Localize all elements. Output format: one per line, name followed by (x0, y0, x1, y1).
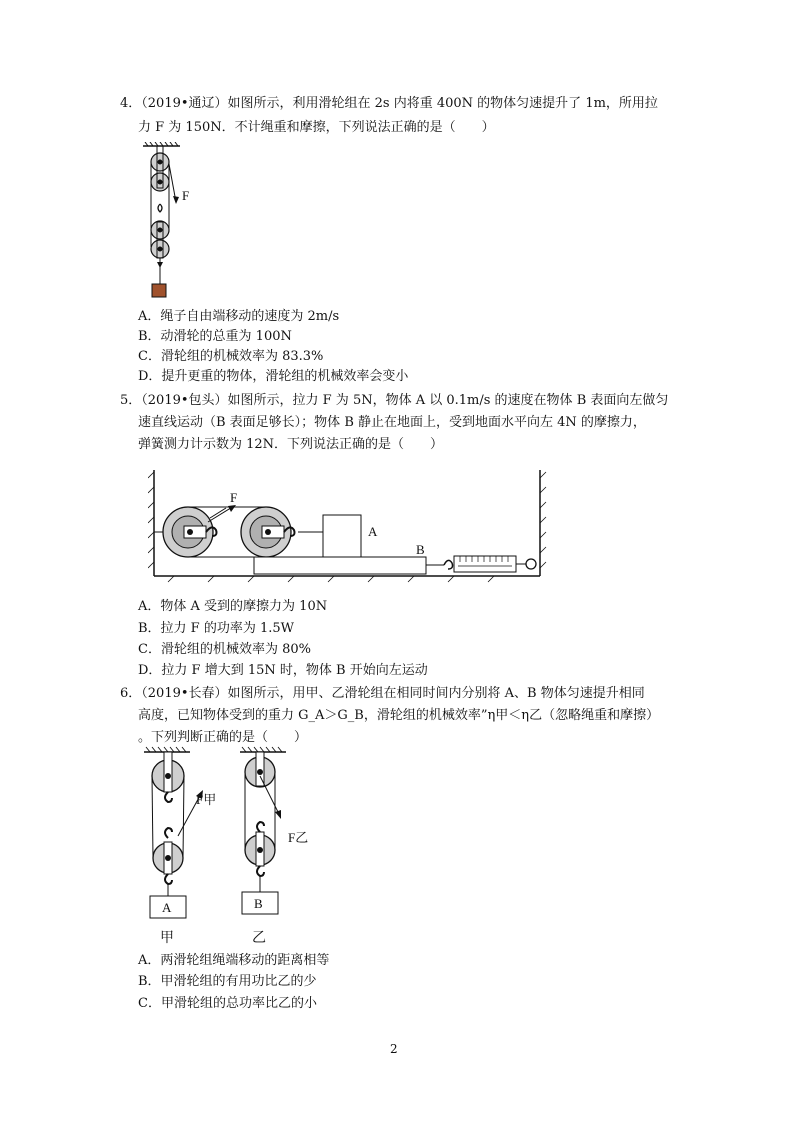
q4-option-c: C．滑轮组的机械效率为 83.3% (138, 349, 324, 364)
q6-line1: 6．（2019•长春）如图所示，用甲、乙滑轮组在相同时间内分别将 A、B 物体匀速提升相同 (120, 686, 645, 701)
q6-block-a-label: A (162, 900, 172, 915)
page-number: 2 (390, 1042, 398, 1056)
q5-line3: 弹簧测力计示数为 12N．下列说法正确的是（ ） (138, 437, 444, 452)
q5-line1: 5．（2019•包头）如图所示，拉力 F 为 5N，物体 A 以 0.1m/s 的速度在物体 B 表面向左做匀 (120, 393, 669, 408)
q6-line2: 高度，已知物体受到的重力 G_A＞G_B，滑轮组的机械效率”η甲＜η乙（忽略绳重和摩擦） (138, 708, 660, 723)
q5-block-a-label: A (368, 524, 378, 539)
q6-block-b-label: B (254, 896, 263, 911)
q6-option-a: A．两滑轮组绳端移动的距离相等 (138, 953, 330, 968)
q5-pulley-figure (148, 468, 548, 583)
q5-line2: 速直线运动（B 表面足够长）；物体 B 静止在地面上，受到地面水平向左 4N 的摩擦力， (138, 415, 646, 430)
q6-caption-yi: 乙 (252, 931, 266, 946)
q6-line3: 。下列判断正确的是（ ） (138, 730, 308, 745)
q4-option-a: A．绳子自由端移动的速度为 2m/s (138, 309, 340, 324)
q5-force-label: F (230, 490, 238, 505)
q5-option-c: C．滑轮组的机械效率为 80% (138, 642, 311, 657)
q5-option-b: B．拉力 F 的功率为 1.5W (138, 621, 295, 636)
q4-line1: 4．（2019•通辽）如图所示，利用滑轮组在 2s 内将重 400N 的物体匀速提升了 1m，所用拉 (120, 96, 658, 111)
q4-line2: 力 F 为 150N．不计绳重和摩擦，下列说法正确的是（ ） (138, 120, 495, 135)
q4-option-b: B．动滑轮的总重为 100N (138, 329, 292, 344)
q5-option-a: A．物体 A 受到的摩擦力为 10N (138, 599, 328, 614)
q6-force-yi-label: F乙 (288, 830, 309, 845)
q6-caption-jia: 甲 (160, 931, 174, 946)
q4-option-d: D．提升更重的物体，滑轮组的机械效率会变小 (138, 369, 409, 384)
q4-force-label: F (182, 188, 190, 203)
q5-block-b-label: B (416, 542, 425, 557)
q6-option-b: B．甲滑轮组的有用功比乙的少 (138, 974, 317, 989)
q4-pulley-figure (140, 142, 210, 302)
q6-pulley-figures (140, 746, 340, 951)
q5-option-d: D．拉力 F 增大到 15N 时，物体 B 开始向左运动 (138, 663, 428, 678)
q6-force-jia-label: F甲 (196, 792, 217, 807)
q6-option-c: C．甲滑轮组的总功率比乙的小 (138, 996, 317, 1011)
